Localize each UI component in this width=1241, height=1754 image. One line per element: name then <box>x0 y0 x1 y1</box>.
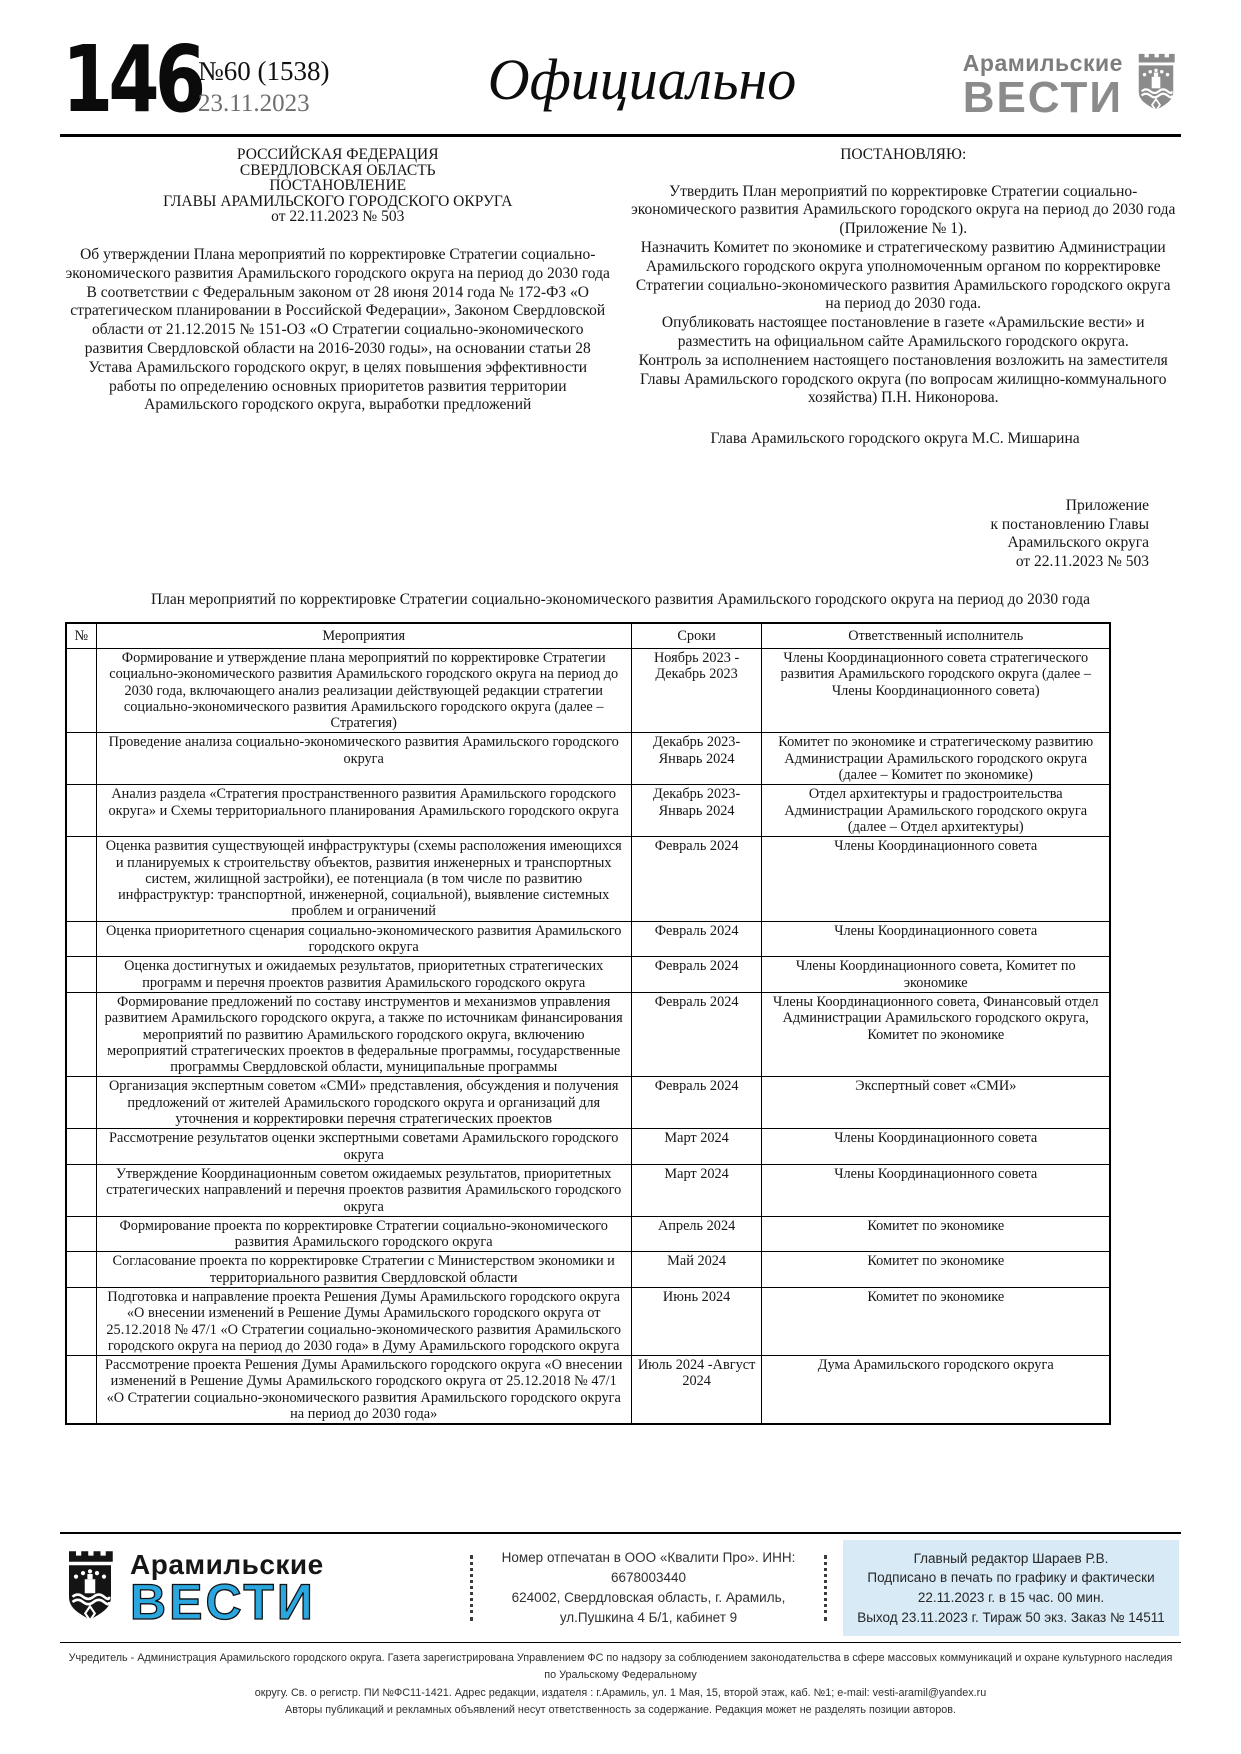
fine-print-line: Авторы публикаций и рекламных объявлений несут ответственность за содержание. Редакция может не разделять позиции авторов. <box>285 1703 956 1716</box>
decree-item: Контроль за исполнением настоящего постановления возложить на заместителя Главы Арамильского городского округа (по вопросам жилищно-коммунального хозяйства) П.Н. Никонорова. <box>638 351 1168 407</box>
cell-executor: Члены Координационного совета стратегического развития Арамильского городского округа (далее – Члены Координационного совета) <box>762 649 1110 733</box>
cell-activity: Проведение анализа социально-экономического развития Арамильского городского округа <box>96 733 631 785</box>
issue-block <box>198 56 330 119</box>
print-info-line: 624002, Свердловская область, г. Арамиль, ул.Пушкина 4 Б/1, кабинет 9 <box>511 1590 786 1626</box>
plan-table-title: План мероприятий по корректировке Стратегии социально-экономического развития Арамильского городского округа на период до 2030 года <box>150 591 1091 608</box>
page-number: 146 <box>62 26 202 133</box>
footer-divider <box>824 1555 827 1621</box>
footer-divider <box>470 1555 473 1621</box>
cell-num <box>66 921 96 957</box>
table-row <box>66 957 1110 993</box>
cell-period: Май 2024 <box>631 1252 762 1288</box>
fine-print <box>62 1650 1179 1719</box>
decree-item: Назначить Комитет по экономике и стратегическому развитию Администрации Арамильского городского округа уполномоченным органом по корректировке Стратегии социально-экономического развития Арамильского городского округа на период до 2030 года. <box>635 238 1171 313</box>
decree-items <box>631 183 1177 409</box>
cell-activity: Формирование проекта по корректировке Стратегии социально-экономического развития Арамильского городского округа <box>96 1216 631 1252</box>
cell-executor: Члены Координационного совета, Комитет по экономике <box>762 957 1110 993</box>
coat-of-arms-icon <box>1133 50 1179 118</box>
cell-num <box>66 1216 96 1252</box>
table-header-row <box>66 623 1110 649</box>
table-row <box>66 1287 1110 1355</box>
cell-executor: Члены Координационного совета <box>762 837 1110 921</box>
cell-activity: Рассмотрение результатов оценки экспертными советами Арамильского городского округа <box>96 1129 631 1165</box>
cell-activity: Анализ раздела «Стратегия пространственного развития Арамильского городского округа» и Схемы территориального планирования Арамильского городского округа <box>96 785 631 837</box>
cell-executor: Комитет по экономике и стратегическому развитию Администрации Арамильского городского округа (далее – Комитет по экономике) <box>762 733 1110 785</box>
cell-executor: Дума Арамильского городского округа <box>762 1356 1110 1425</box>
resolution-body <box>65 147 1176 449</box>
resolution-right-column <box>631 147 1177 449</box>
cell-num <box>66 1164 96 1216</box>
heading-line: от 22.11.2023 № 503 <box>271 208 405 226</box>
table-row <box>66 1356 1110 1425</box>
cell-activity: Организация экспертным советом «СМИ» представления, обсуждения и получения предложений от жителей Арамильского городского округа и организаций для уточнения и корректировки перечня стратегических проектов <box>96 1077 631 1129</box>
cell-executor: Комитет по экономике <box>762 1287 1110 1355</box>
appendix-ref-line: Приложение <box>1065 497 1149 514</box>
cell-activity: Формирование и утверждение плана мероприятий по корректировке Стратегии социально-экономического развития Арамильского городского округа на период до 2030 года, включающего анализ реализации действующей редакции стратегии социально-экономического развития Арамильского городского округа (далее – Стратегия) <box>96 649 631 733</box>
footer-brand-bottom: ВЕСТИ <box>130 1574 316 1630</box>
cell-period: Февраль 2024 <box>631 957 762 993</box>
decree-item: Утвердить План мероприятий по корректировке Стратегии социально-экономического развития Арамильского городского округа на период до 2030 года (Приложение № 1). <box>631 182 1176 238</box>
decree-heading: ПОСТАНОВЛЯЮ: <box>840 146 967 163</box>
cell-activity: Оценка развития существующей инфраструктуры (схемы расположения имеющихся и планируемых к строительству объектов, развития инженерных и транспортных систем, жилищной застройки), ее потенциала (в том числе по развитию инфраструктур: транспортной, инженерной, социальной), выявление системных проблем и ограничений <box>96 837 631 921</box>
table-row <box>66 921 1110 957</box>
cell-activity: Формирование предложений по составу инструментов и механизмов управления развитием Арамильского городского округа, а также по источникам финансирования мероприятий по развитию Арамильского городского округа, включению мероприятий стратегических проектов в федеральные программы, государственные программы Свердловской области, муниципальные программы <box>96 992 631 1076</box>
cell-period: Апрель 2024 <box>631 1216 762 1252</box>
signature-line: Глава Арамильского городского округа М.С. Мишарина <box>710 430 1080 448</box>
cell-activity: Оценка приоритетного сценария социально-экономического развития Арамильского городского округа <box>96 921 631 957</box>
cell-num <box>66 785 96 837</box>
cell-activity: Рассмотрение проекта Решения Думы Арамильского городского округа «О внесении изменений в Решение Думы Арамильского городского округа от 25.12.2018 № 47/1 «О Стратегии социально-экономического развития Арамильского городского округа на период до 2030 года» <box>96 1356 631 1425</box>
heading-line: РОССИЙСКАЯ ФЕДЕРАЦИЯ <box>236 146 439 163</box>
heading-line: ГЛАВЫ АРАМИЛЬСКОГО ГОРОДСКОГО ОКРУГА <box>163 192 513 210</box>
print-info <box>489 1548 808 1629</box>
masthead <box>962 50 1179 122</box>
editor-info-line: 22.11.2023 г. в 15 час. 00 мин. <box>917 1590 1105 1605</box>
col-header-period: Сроки <box>631 623 762 649</box>
cell-executor: Члены Координационного совета, Финансовый отдел Администрации Арамильского городского округа, Комитет по экономике <box>762 992 1110 1076</box>
cell-num <box>66 1252 96 1288</box>
col-header-executor: Ответственный исполнитель <box>762 623 1110 649</box>
page-header <box>62 26 1179 133</box>
editor-info-line: Выход 23.11.2023 г. Тираж 50 экз. Заказ № 14511 <box>857 1609 1165 1625</box>
cell-num <box>66 992 96 1076</box>
cell-activity: Подготовка и направление проекта Решения Думы Арамильского городского округа «О внесении изменений в Решение Думы Арамильского городского округа от 25.12.2018 № 47/1 «О Стратегии социально-экономического развития Арамильского городского округа на период до 2030 года» в Думу Арамильского городского округа <box>96 1287 631 1355</box>
cell-period: Июнь 2024 <box>631 1287 762 1355</box>
cell-executor: Члены Координационного совета <box>762 1129 1110 1165</box>
newspaper-footer <box>62 1542 1179 1634</box>
cell-num <box>66 837 96 921</box>
cell-period: Февраль 2024 <box>631 992 762 1076</box>
section-title: Официально <box>487 47 797 112</box>
cell-period: Февраль 2024 <box>631 837 762 921</box>
issue-date: 23.11.2023 <box>198 90 310 118</box>
col-header-num: № <box>66 623 96 649</box>
cell-executor: Комитет по экономике <box>762 1252 1110 1288</box>
cell-num <box>66 649 96 733</box>
footer-rule-bottom <box>60 1642 1181 1643</box>
cell-activity: Согласование проекта по корректировке Стратегии с Министерством экономики и территориального развития Свердловской области <box>96 1252 631 1288</box>
header-rule <box>60 134 1181 137</box>
heading-line: СВЕРДЛОВСКАЯ ОБЛАСТЬ <box>239 161 436 179</box>
plan-table <box>65 622 1111 1425</box>
appendix-reference <box>990 497 1149 571</box>
print-info-line: Номер отпечатан в ООО «Квалити Про». ИНН: 6678003440 <box>501 1549 796 1585</box>
cell-executor: Комитет по экономике <box>762 1216 1110 1252</box>
appendix-ref-line: от 22.11.2023 № 503 <box>1015 552 1149 570</box>
table-row <box>66 733 1110 785</box>
editor-info-line: Главный редактор Шараев Р.В. <box>913 1550 1109 1566</box>
cell-num <box>66 733 96 785</box>
editor-info-box <box>843 1540 1179 1636</box>
cell-num <box>66 957 96 993</box>
cell-executor: Члены Координационного совета <box>762 921 1110 957</box>
resolution-preamble: В соответствии с Федеральным законом от 28 июня 2014 года № 172-ФЗ «О стратегическом планировании в Российской Федерации», Законом Свердловской области от 21.12.2015 № 151-ОЗ «О Стратегии социально-экономического развития Свердловской области на 2016-2030 годы», на основании статьи 28 Устава Арамильского городского округ, в целях повышения эффективности работы по определению основных приоритетов развития территории Арамильского городского округа, выработки предложений <box>70 283 606 414</box>
cell-period: Март 2024 <box>631 1164 762 1216</box>
cell-activity: Оценка достигнутых и ожидаемых результатов, приоритетных стратегических программ и перечня проектов развития Арамильского городского округа <box>96 957 631 993</box>
table-row <box>66 1216 1110 1252</box>
table-row <box>66 649 1110 733</box>
cell-executor: Отдел архитектуры и градостроительства Администрации Арамильского городского округа (далее – Отдел архитектуры) <box>762 785 1110 837</box>
table-row <box>66 1129 1110 1165</box>
cell-num <box>66 1077 96 1129</box>
table-row <box>66 1164 1110 1216</box>
cell-period: Декабрь 2023-Январь 2024 <box>631 785 762 837</box>
resolution-heading <box>65 147 611 225</box>
cell-period: Февраль 2024 <box>631 921 762 957</box>
col-header-activity: Мероприятия <box>96 623 631 649</box>
footer-brand-top: Арамильские <box>130 1549 324 1580</box>
cell-period: Декабрь 2023-Январь 2024 <box>631 733 762 785</box>
brand-name-bottom: ВЕСТИ <box>962 73 1123 122</box>
table-row <box>66 1077 1110 1129</box>
issue-number: №60 (1538) <box>198 56 330 86</box>
appendix-ref-line: к постановлению Главы <box>990 515 1149 533</box>
coat-of-arms-icon <box>62 1547 118 1629</box>
table-row <box>66 785 1110 837</box>
resolution-subject: Об утверждении Плана мероприятий по корректировке Стратегии социально-экономического развития Арамильского городского округа на период до 2030 года <box>65 245 610 282</box>
cell-period: Февраль 2024 <box>631 1077 762 1129</box>
heading-line: ПОСТАНОВЛЕНИЕ <box>269 177 407 195</box>
cell-period: Ноябрь 2023 - Декабрь 2023 <box>631 649 762 733</box>
resolution-left-column <box>65 147 611 449</box>
footer-rule-top <box>60 1532 1181 1534</box>
table-row <box>66 1252 1110 1288</box>
editor-info-line: Подписано в печать по графику и фактически <box>867 1570 1155 1586</box>
cell-executor: Члены Координационного совета <box>762 1164 1110 1216</box>
cell-num <box>66 1129 96 1165</box>
masthead-brand <box>962 50 1123 122</box>
cell-period: Март 2024 <box>631 1129 762 1165</box>
appendix-ref-line: Арамильского округа <box>1007 534 1149 551</box>
decree-item: Опубликовать настоящее постановление в газете «Арамильские вести» и разместить на официальном сайте Арамильского городского округа. <box>661 314 1145 350</box>
table-row <box>66 992 1110 1076</box>
fine-print-line: Учредитель - Администрация Арамильского городского округа. Газета зарегистрирована Управлением ФС по надзору за соблюдением законодательства в сфере массовых коммуникаций и охране культурного наследия по Уральскому Федеральному <box>68 1652 1173 1682</box>
footer-brand <box>130 1549 324 1630</box>
cell-executor: Экспертный совет «СМИ» <box>762 1077 1110 1129</box>
brand-name-top: Арамильские <box>962 50 1123 76</box>
cell-num <box>66 1287 96 1355</box>
cell-activity: Утверждение Координационным советом ожидаемых результатов, приоритетных стратегических направлений и перечня проектов развития Арамильского городского округа <box>96 1164 631 1216</box>
cell-num <box>66 1356 96 1425</box>
fine-print-line: округу. Св. о регистр. ПИ №ФС11-1421. Адрес редакции, издателя : г.Арамиль, ул. 1 Мая, 15, второй этаж, каб. №1; e-mail: vesti-aramil@yandex.ru <box>254 1686 987 1699</box>
table-row <box>66 837 1110 921</box>
footer-logo <box>62 1547 454 1629</box>
cell-period: Июль 2024 -Август 2024 <box>631 1356 762 1425</box>
